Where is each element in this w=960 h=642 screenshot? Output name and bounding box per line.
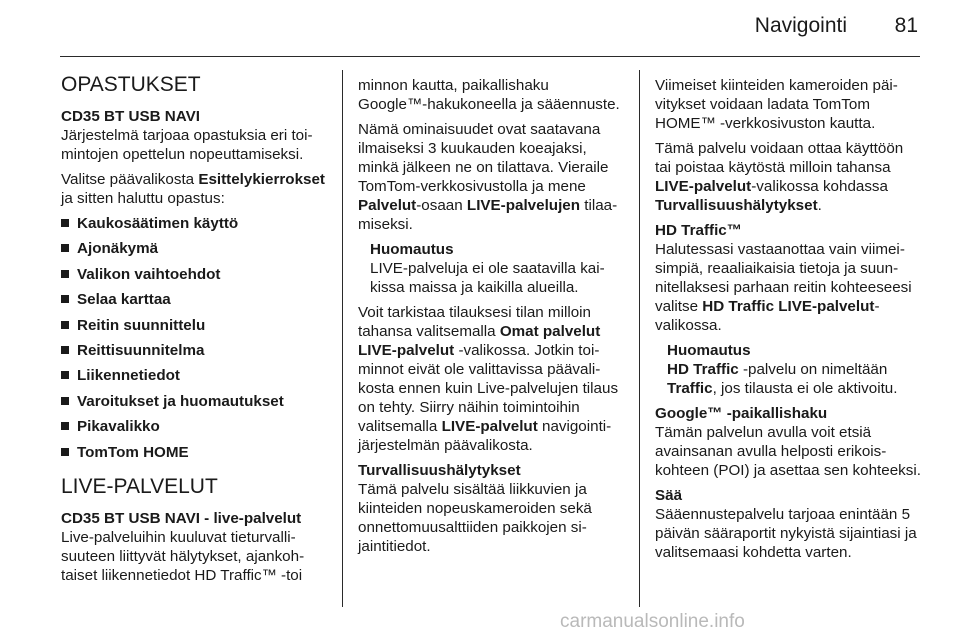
google-search-heading: Google™ -paikallishaku bbox=[655, 405, 828, 422]
tour-list-item: TomTom HOME bbox=[61, 443, 325, 462]
menu-term-live: LIVE-palvelut bbox=[655, 178, 752, 195]
menu-term-live-services: LIVE-palvelujen bbox=[466, 197, 581, 214]
note-heading-2: Huomautus bbox=[667, 342, 751, 359]
tour-list-item: Ajonäkymä bbox=[61, 239, 325, 258]
col2-paragraph-3: Voit tarkistaa tilauksesi tilan milloin tahansa valitsemalla Omat palvelut LIVE-palvelut -valikossa. Jotkin toiminnot eivät ole valittavissa päävalikosta ennen kuin Live-palvelujen tilaus on tehty. Siirry näihin toimintoihin valitsemalla LIVE-palvelut navigointijärjestelmän päävalikosta. bbox=[358, 304, 619, 454]
square-bullet-icon bbox=[61, 295, 69, 303]
column-1 bbox=[61, 72, 325, 585]
intro-text: Järjestelmä tarjoaa opastuksia eri toimintojen opettelun nopeuttamiseksi. bbox=[61, 127, 313, 163]
column-divider bbox=[639, 70, 640, 607]
section-title-live: LIVE-PALVELUT bbox=[61, 474, 218, 498]
live-text: Live-palveluihin kuuluvat tieturvallisuuteen liittyvät hälytykset, ajankohtaiset liikennetiedot HD Traffic™ -toi bbox=[61, 528, 305, 584]
menu-term-services: Palvelut bbox=[358, 197, 417, 214]
hd-traffic-heading: HD Traffic™ bbox=[655, 222, 742, 239]
menu-term-my-services: Omat palvelut LIVE-palvelut bbox=[358, 323, 601, 359]
column-3 bbox=[655, 76, 923, 562]
note-text: LIVE-palveluja ei ole saatavilla kaikissa maissa ja kaikilla alueilla. bbox=[370, 260, 605, 296]
menu-term-live-services-2: LIVE-palvelut bbox=[441, 418, 538, 435]
column-divider bbox=[342, 70, 343, 607]
hd-traffic-text: Halutessasi vastaanottaa vain viimeisimpiä, reaaliaikaisia tietoja ja suunnitellaksesi parhaan reitin kohteeseesi valitse HD Traffic LIVE-palvelut-valikossa. bbox=[655, 241, 912, 334]
safety-alerts-heading: Turvallisuushälytykset bbox=[358, 462, 521, 479]
col3-paragraph-1: Viimeiset kiinteiden kameroiden päivitykset voidaan ladata TomTom HOME™ -verkkosivuston kautta. bbox=[655, 77, 898, 132]
weather-heading: Sää bbox=[655, 487, 683, 504]
tour-list-item: Kaukosäätimen käyttö bbox=[61, 214, 325, 233]
header-divider bbox=[60, 56, 920, 57]
column-2 bbox=[358, 76, 622, 556]
tour-list-item: Valikon vaihtoehdot bbox=[61, 265, 325, 284]
square-bullet-icon bbox=[61, 219, 69, 227]
square-bullet-icon bbox=[61, 244, 69, 252]
col3-paragraph-2: Tämä palvelu voidaan ottaa käyttöön tai poistaa käytöstä milloin tahansa LIVE-palvelut-valikossa kohdassa Turvallisuushälytykset. bbox=[655, 140, 904, 214]
tour-list-item: Liikennetiedot bbox=[61, 366, 325, 385]
tour-list-item: Reittisuunnitelma bbox=[61, 341, 325, 360]
live-subhead: CD35 BT USB NAVI - live-palvelut bbox=[61, 509, 302, 527]
tour-list-item: Selaa karttaa bbox=[61, 290, 325, 309]
weather-text: Sääennustepalvelu tarjoaa enintään 5 päivän sääraportit nykyistä sijaintiasi ja valitsemaasi kohdetta varten. bbox=[655, 506, 917, 561]
tour-list-item: Varoitukset ja huomautukset bbox=[61, 392, 325, 411]
square-bullet-icon bbox=[61, 448, 69, 456]
note-heading: Huomautus bbox=[370, 241, 454, 258]
safety-alerts-text: Tämä palvelu sisältää liikkuvien ja kiinteiden nopeuskameroiden sekä onnettomuusalttiiden paikkojen sijaintitiedot. bbox=[358, 481, 592, 555]
tour-list-item: Pikavalikko bbox=[61, 417, 325, 436]
note-block bbox=[358, 240, 622, 297]
square-bullet-icon bbox=[61, 321, 69, 329]
tour-list bbox=[61, 214, 325, 462]
square-bullet-icon bbox=[61, 397, 69, 405]
menu-term-tours: Esittelykierrokset bbox=[198, 171, 325, 188]
note-block-2 bbox=[655, 341, 923, 398]
square-bullet-icon bbox=[61, 346, 69, 354]
watermark: carmanualsonline.info bbox=[560, 611, 745, 632]
square-bullet-icon bbox=[61, 270, 69, 278]
note-text-2: HD Traffic -palvelu on nimeltään Traffic, jos tilausta ei ole aktivoitu. bbox=[667, 361, 898, 397]
menu-term-safety-alerts: Turvallisuushälytykset bbox=[655, 197, 818, 214]
page-header-title: Navigointi bbox=[754, 14, 847, 37]
square-bullet-icon bbox=[61, 371, 69, 379]
col2-paragraph-1: minnon kautta, paikallishaku Google™-hakukoneella ja sääennuste. bbox=[358, 77, 620, 113]
model-subhead: CD35 BT USB NAVI bbox=[61, 108, 200, 125]
col2-paragraph-2: Nämä ominaisuudet ovat saatavana ilmaiseksi 3 kuukauden koeajaksi, minkä jälkeen ne on tilattava. Vieraile TomTom-verkkosivustolla ja mene Palvelut-osaan LIVE-palvelujen tilaamiseksi. bbox=[358, 121, 618, 233]
tour-list-item: Reitin suunnittelu bbox=[61, 316, 325, 335]
page-number: 81 bbox=[894, 14, 918, 37]
google-search-text: Tämän palvelun avulla voit etsiä avainsanan avulla helposti erikoiskohteen (POI) ja asettaa sen kohteeksi. bbox=[655, 424, 921, 479]
select-instruction: Valitse päävalikosta Esittelykierrokset ja sitten haluttu opastus: bbox=[61, 171, 325, 207]
menu-term-hd-traffic-live: HD Traffic LIVE-palvelut bbox=[702, 298, 875, 315]
square-bullet-icon bbox=[61, 422, 69, 430]
section-title-guides: OPASTUKSET bbox=[61, 73, 201, 96]
